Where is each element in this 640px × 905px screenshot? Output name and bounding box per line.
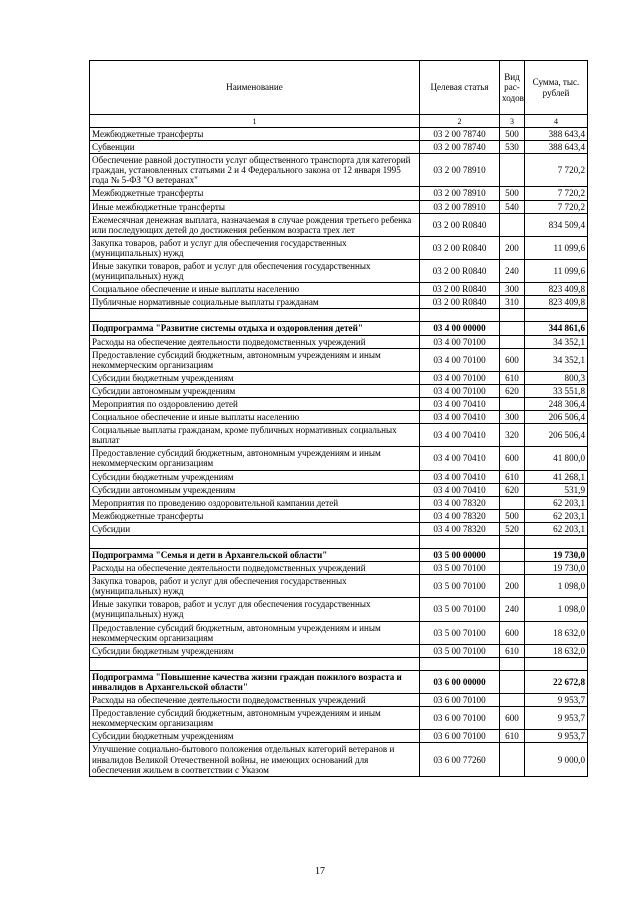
cell-name: Публичные нормативные социальные выплаты гражданам: [90, 296, 420, 309]
cell-target-code: 03 5 00 70100: [420, 598, 500, 621]
table-row: [90, 447, 588, 470]
table-row: [90, 283, 588, 296]
cell-amount: 531,9: [525, 483, 588, 496]
cell-amount: 34 352,1: [525, 348, 588, 371]
table-row: [90, 743, 588, 776]
cell-amount: 7 720,2: [525, 200, 588, 213]
cell-name: Иные закупки товаров, работ и услуг для обеспечения государственных (муниципальных) нужд: [90, 260, 420, 283]
cell-name: Субвенции: [90, 141, 420, 154]
cell-amount: 344 861,6: [525, 322, 588, 335]
cell-name: Межбюджетные трансферты: [90, 509, 420, 522]
cell-expense-type: 540: [500, 200, 525, 213]
column-number: 2: [420, 115, 500, 128]
cell-expense-type: 610: [500, 470, 525, 483]
cell-target-code: 03 2 00 R0840: [420, 260, 500, 283]
cell-expense-type: [500, 322, 525, 335]
cell-name: Обеспечение равной доступности услуг общественного транспорта для категорий граждан, установленных статьями 2 и 4 Федерального закона от 12 января 1995 года № 5-ФЗ "О ветеранах": [90, 154, 420, 187]
cell-target-code: 03 6 00 77260: [420, 743, 500, 776]
cell-name: Межбюджетные трансферты: [90, 128, 420, 141]
cell-expense-type: [500, 335, 525, 348]
subprogram-row: [90, 322, 588, 335]
cell-amount: 1 098,0: [525, 575, 588, 598]
empty-cell: [420, 309, 500, 322]
spacer-row: [90, 536, 588, 549]
empty-cell: [500, 536, 525, 549]
cell-expense-type: 320: [500, 424, 525, 447]
cell-name: Предоставление субсидий бюджетным, автономным учреждениям и иным некоммерческим организациям: [90, 348, 420, 371]
cell-amount: 62 203,1: [525, 496, 588, 509]
cell-target-code: 03 4 00 78320: [420, 522, 500, 535]
cell-target-code: 03 4 00 70410: [420, 411, 500, 424]
empty-cell: [90, 309, 420, 322]
cell-expense-type: 240: [500, 260, 525, 283]
cell-expense-type: 200: [500, 575, 525, 598]
table-row: [90, 496, 588, 509]
cell-amount: 41 800,0: [525, 447, 588, 470]
cell-expense-type: 500: [500, 128, 525, 141]
cell-target-code: 03 5 00 70100: [420, 621, 500, 644]
cell-expense-type: [500, 670, 525, 693]
cell-expense-type: 600: [500, 348, 525, 371]
cell-amount: 823 409,8: [525, 296, 588, 309]
empty-cell: [90, 657, 420, 670]
cell-expense-type: 500: [500, 509, 525, 522]
cell-target-code: 03 4 00 70410: [420, 424, 500, 447]
cell-target-code: 03 2 00 78910: [420, 154, 500, 187]
column-number: 1: [90, 115, 420, 128]
table-row: [90, 509, 588, 522]
cell-amount: 9 000,0: [525, 743, 588, 776]
table-row: [90, 644, 588, 657]
cell-expense-type: [500, 154, 525, 187]
cell-target-code: 03 4 00 70100: [420, 371, 500, 384]
table-row: [90, 730, 588, 743]
cell-name: Социальное обеспечение и иные выплаты населению: [90, 411, 420, 424]
cell-amount: 9 953,7: [525, 730, 588, 743]
cell-name: Межбюджетные трансферты: [90, 187, 420, 200]
cell-target-code: 03 4 00 70410: [420, 470, 500, 483]
cell-amount: 33 551,8: [525, 384, 588, 397]
cell-name: Субсидии бюджетным учреждениям: [90, 371, 420, 384]
cell-target-code: 03 6 00 00000: [420, 670, 500, 693]
cell-amount: 18 632,0: [525, 644, 588, 657]
cell-amount: 834 509,4: [525, 213, 588, 236]
cell-name: Субсидии автономным учреждениям: [90, 483, 420, 496]
table-row: [90, 562, 588, 575]
cell-expense-type: [500, 549, 525, 562]
cell-amount: 800,3: [525, 371, 588, 384]
cell-name: Расходы на обеспечение деятельности подведомственных учреждений: [90, 694, 420, 707]
cell-amount: 1 098,0: [525, 598, 588, 621]
table-row: [90, 694, 588, 707]
cell-expense-type: [500, 213, 525, 236]
cell-target-code: 03 4 00 70100: [420, 335, 500, 348]
table-header-row: [90, 61, 588, 115]
cell-target-code: 03 2 00 78910: [420, 200, 500, 213]
cell-target-code: 03 5 00 70100: [420, 575, 500, 598]
cell-name: Субсидии: [90, 522, 420, 535]
cell-amount: 7 720,2: [525, 154, 588, 187]
subprogram-row: [90, 549, 588, 562]
cell-target-code: 03 2 00 R0840: [420, 283, 500, 296]
cell-name: Ежемесячная денежная выплата, назначаемая в случае рождения третьего ребенка или последующих детей до достижения ребенком возраста трех лет: [90, 213, 420, 236]
cell-target-code: 03 6 00 70100: [420, 694, 500, 707]
cell-target-code: 03 4 00 70100: [420, 384, 500, 397]
table-row: [90, 260, 588, 283]
cell-name: Закупка товаров, работ и услуг для обеспечения государственных (муниципальных) нужд: [90, 236, 420, 259]
cell-name: Подпрограмма "Семья и дети в Архангельской области": [90, 549, 420, 562]
table-row: [90, 296, 588, 309]
cell-amount: 19 730,0: [525, 549, 588, 562]
header-code: Целевая статья: [420, 61, 500, 115]
cell-target-code: 03 4 00 78320: [420, 509, 500, 522]
cell-expense-type: [500, 743, 525, 776]
cell-amount: 9 953,7: [525, 694, 588, 707]
cell-target-code: 03 6 00 70100: [420, 707, 500, 730]
cell-expense-type: 500: [500, 187, 525, 200]
cell-name: Субсидии бюджетным учреждениям: [90, 730, 420, 743]
cell-name: Мероприятия по оздоровлению детей: [90, 397, 420, 410]
cell-name: Субсидии бюджетным учреждениям: [90, 470, 420, 483]
cell-target-code: 03 2 00 R0840: [420, 213, 500, 236]
cell-name: Социальные выплаты гражданам, кроме публичных нормативных социальных выплат: [90, 424, 420, 447]
cell-target-code: 03 5 00 70100: [420, 562, 500, 575]
cell-expense-type: [500, 562, 525, 575]
empty-cell: [420, 657, 500, 670]
table-row: [90, 621, 588, 644]
table-row: [90, 483, 588, 496]
cell-amount: 206 506,4: [525, 424, 588, 447]
subprogram-row: [90, 670, 588, 693]
empty-cell: [525, 657, 588, 670]
table-row: [90, 154, 588, 187]
cell-expense-type: 620: [500, 384, 525, 397]
cell-amount: 11 099,6: [525, 236, 588, 259]
cell-amount: 18 632,0: [525, 621, 588, 644]
cell-expense-type: 610: [500, 730, 525, 743]
spacer-row: [90, 657, 588, 670]
cell-expense-type: 200: [500, 236, 525, 259]
cell-amount: 62 203,1: [525, 522, 588, 535]
cell-amount: 11 099,6: [525, 260, 588, 283]
cell-amount: 388 643,4: [525, 128, 588, 141]
empty-cell: [525, 309, 588, 322]
cell-expense-type: [500, 694, 525, 707]
cell-expense-type: 300: [500, 411, 525, 424]
table-row: [90, 522, 588, 535]
cell-amount: 823 409,8: [525, 283, 588, 296]
table-row: [90, 187, 588, 200]
cell-target-code: 03 2 00 R0840: [420, 236, 500, 259]
cell-expense-type: 520: [500, 522, 525, 535]
table-row: [90, 335, 588, 348]
empty-cell: [420, 536, 500, 549]
budget-table: [89, 60, 588, 777]
cell-target-code: 03 4 00 70410: [420, 483, 500, 496]
cell-expense-type: 310: [500, 296, 525, 309]
cell-expense-type: [500, 397, 525, 410]
table-row: [90, 213, 588, 236]
cell-name: Предоставление субсидий бюджетным, автономным учреждениям и иным некоммерческим организациям: [90, 621, 420, 644]
cell-name: Социальное обеспечение и иные выплаты населению: [90, 283, 420, 296]
cell-target-code: 03 4 00 78320: [420, 496, 500, 509]
cell-amount: 41 268,1: [525, 470, 588, 483]
cell-name: Предоставление субсидий бюджетным, автономным учреждениям и иным некоммерческим организациям: [90, 447, 420, 470]
header-vid: Вид рас-ходов: [500, 61, 525, 115]
table-row: [90, 575, 588, 598]
table-row: [90, 348, 588, 371]
cell-amount: 22 672,8: [525, 670, 588, 693]
cell-expense-type: 300: [500, 283, 525, 296]
cell-expense-type: 600: [500, 447, 525, 470]
column-number: 3: [500, 115, 525, 128]
empty-cell: [90, 536, 420, 549]
cell-target-code: 03 2 00 78740: [420, 141, 500, 154]
cell-name: Мероприятия по проведению оздоровительной кампании детей: [90, 496, 420, 509]
cell-target-code: 03 2 00 R0840: [420, 296, 500, 309]
header-sum: Сумма, тыс. рублей: [525, 61, 588, 115]
page-number: 17: [315, 866, 325, 877]
cell-amount: 206 506,4: [525, 411, 588, 424]
cell-name: Подпрограмма "Развитие системы отдыха и оздоровления детей": [90, 322, 420, 335]
cell-name: Предоставление субсидий бюджетным, автономным учреждениям и иным некоммерческим организациям: [90, 707, 420, 730]
table-row: [90, 470, 588, 483]
empty-cell: [525, 536, 588, 549]
cell-expense-type: 600: [500, 621, 525, 644]
cell-expense-type: 600: [500, 707, 525, 730]
table-row: [90, 424, 588, 447]
spacer-row: [90, 309, 588, 322]
cell-name: Подпрограмма "Повышение качества жизни граждан пожилого возраста и инвалидов в Архангельской области": [90, 670, 420, 693]
table-row: [90, 128, 588, 141]
cell-amount: 9 953,7: [525, 707, 588, 730]
cell-target-code: 03 4 00 70410: [420, 397, 500, 410]
cell-target-code: 03 2 00 78740: [420, 128, 500, 141]
cell-amount: 34 352,1: [525, 335, 588, 348]
cell-expense-type: 530: [500, 141, 525, 154]
cell-target-code: 03 2 00 78910: [420, 187, 500, 200]
table-row: [90, 236, 588, 259]
cell-target-code: 03 4 00 70100: [420, 348, 500, 371]
cell-name: Улучшение социально-бытового положения отдельных категорий ветеранов и инвалидов Великой Отечественной войны, не имеющих оснований для обеспечения жильем в соответствии с Указом: [90, 743, 420, 776]
cell-amount: 7 720,2: [525, 187, 588, 200]
empty-cell: [500, 657, 525, 670]
table-row: [90, 371, 588, 384]
table-row: [90, 707, 588, 730]
table-row: [90, 598, 588, 621]
cell-expense-type: 610: [500, 644, 525, 657]
table-row: [90, 384, 588, 397]
cell-expense-type: 620: [500, 483, 525, 496]
cell-target-code: 03 5 00 70100: [420, 644, 500, 657]
table-row: [90, 397, 588, 410]
empty-cell: [500, 309, 525, 322]
cell-name: Субсидии бюджетным учреждениям: [90, 644, 420, 657]
cell-amount: 388 643,4: [525, 141, 588, 154]
cell-target-code: 03 4 00 00000: [420, 322, 500, 335]
cell-name: Субсидии автономным учреждениям: [90, 384, 420, 397]
table-row: [90, 200, 588, 213]
header-name: Наименование: [90, 61, 420, 115]
cell-amount: 248 306,4: [525, 397, 588, 410]
cell-name: Иные закупки товаров, работ и услуг для обеспечения государственных (муниципальных) нужд: [90, 598, 420, 621]
cell-name: Расходы на обеспечение деятельности подведомственных учреждений: [90, 562, 420, 575]
table-row: [90, 411, 588, 424]
cell-name: Расходы на обеспечение деятельности подведомственных учреждений: [90, 335, 420, 348]
column-number-row: [90, 115, 588, 128]
cell-amount: 62 203,1: [525, 509, 588, 522]
table-row: [90, 141, 588, 154]
cell-target-code: 03 5 00 00000: [420, 549, 500, 562]
cell-expense-type: 240: [500, 598, 525, 621]
cell-target-code: 03 6 00 70100: [420, 730, 500, 743]
cell-name: Закупка товаров, работ и услуг для обеспечения государственных (муниципальных) нужд: [90, 575, 420, 598]
cell-expense-type: 610: [500, 371, 525, 384]
cell-target-code: 03 4 00 70410: [420, 447, 500, 470]
cell-amount: 19 730,0: [525, 562, 588, 575]
cell-name: Иные межбюджетные трансферты: [90, 200, 420, 213]
cell-expense-type: [500, 496, 525, 509]
column-number: 4: [525, 115, 588, 128]
